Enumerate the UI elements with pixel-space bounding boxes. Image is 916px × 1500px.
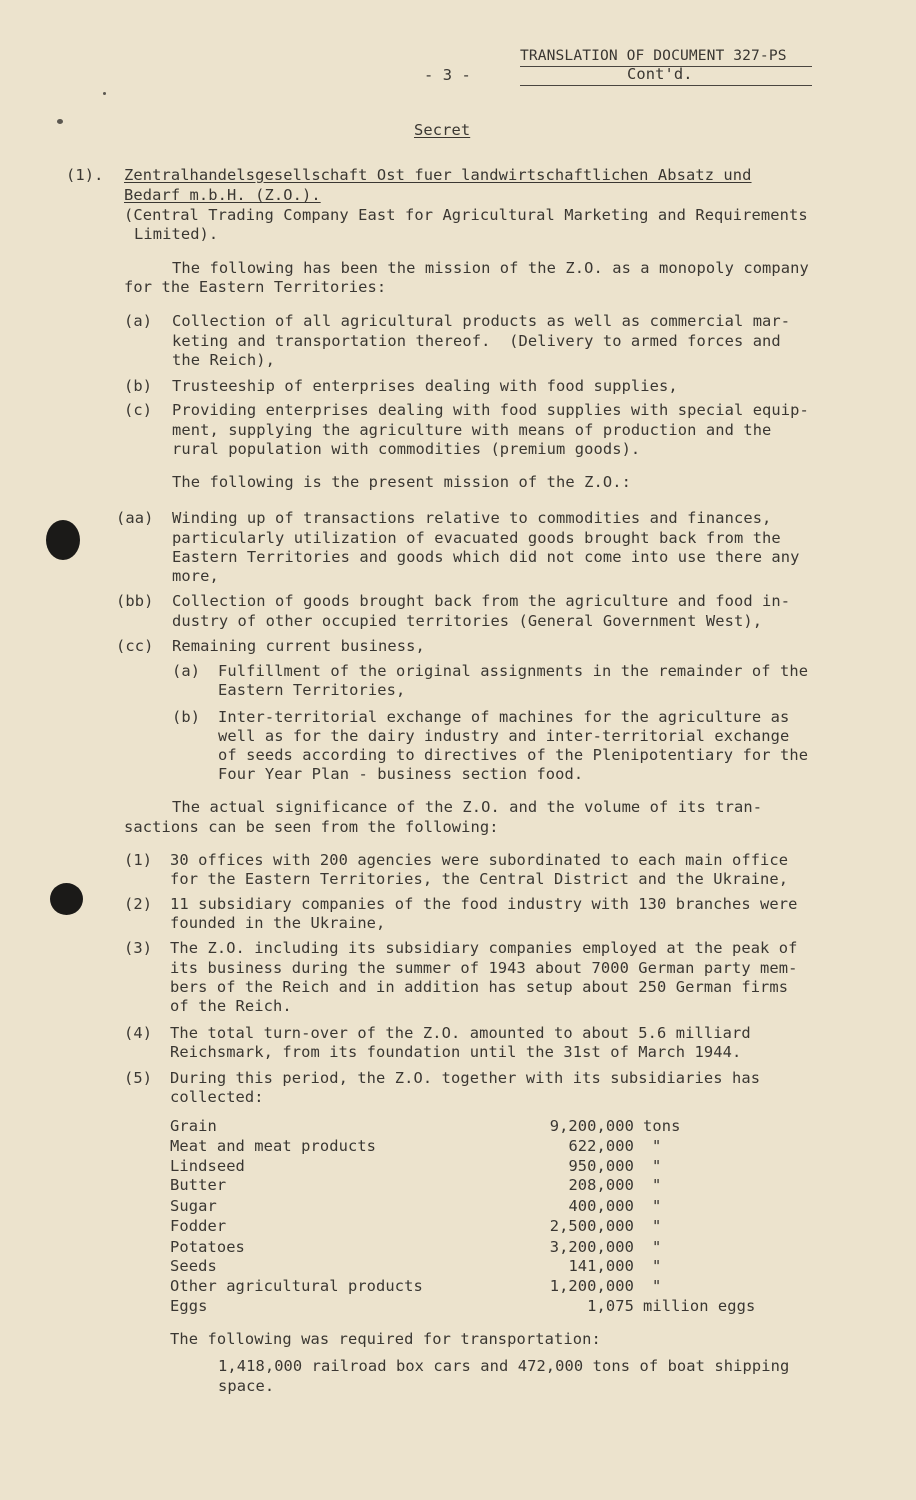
mission-item-label: (b) [124, 377, 153, 395]
fact-label: (4) [124, 1024, 153, 1042]
mission-item-text: ment, supplying the agriculture with means of production and the [172, 421, 772, 439]
fact-text: 11 subsidiary companies of the food industry with 130 branches were [170, 895, 798, 913]
subitem-text: of seeds according to directives of the Plenipotentiary for the [218, 746, 809, 764]
present-item-label: (cc) [116, 637, 154, 655]
table-row-item: Butter [170, 1176, 227, 1194]
table-row-amount: 208,000 [568, 1176, 634, 1194]
table-row-item: Seeds [170, 1257, 217, 1275]
fact-label: (5) [124, 1069, 153, 1087]
fact-text: collected: [170, 1088, 264, 1106]
fact-text: of the Reich. [170, 997, 292, 1015]
german-company-name-line1: Zentralhandelsgesellschaft Ost fuer landwirtschaftlichen Absatz und [124, 166, 752, 184]
mission-item-text: Providing enterprises dealing with food supplies with special equip- [172, 401, 809, 419]
table-row-unit: " [652, 1157, 662, 1175]
significance-intro-line2: sactions can be seen from the following: [124, 818, 499, 836]
fact-label: (2) [124, 895, 153, 913]
fact-text: for the Eastern Territories, the Central District and the Ukraine, [170, 870, 789, 888]
present-item-text: Collection of goods brought back from the agriculture and food in- [172, 592, 791, 610]
mission-intro-line2: for the Eastern Territories: [124, 278, 387, 296]
german-company-name-line2: Bedarf m.b.H. (Z.O.). [124, 186, 321, 204]
significance-intro-line1: The actual significance of the Z.O. and the volume of its tran- [172, 798, 763, 816]
subitem-text: Eastern Territories, [218, 681, 406, 699]
table-row-unit: " [652, 1277, 662, 1295]
punch-hole-bottom [50, 883, 83, 915]
table-row-item: Potatoes [170, 1238, 245, 1256]
present-mission-intro: The following is the present mission of the Z.O.: [172, 473, 631, 491]
present-item-text: Remaining current business, [172, 637, 425, 655]
ink-speck [57, 119, 63, 124]
mission-item-text: rural population with commodities (premium goods). [172, 440, 641, 458]
table-row-amount: 622,000 [568, 1137, 634, 1155]
mission-item-label: (c) [124, 401, 153, 419]
table-row-item: Other agricultural products [170, 1277, 423, 1295]
table-row-unit: " [652, 1197, 662, 1215]
subitem-text: Inter-territorial exchange of machines for the agriculture as [218, 708, 790, 726]
subitem-text: Fulfillment of the original assignments in the remainder of the [218, 662, 809, 680]
table-row-amount: 1,075 [587, 1297, 634, 1315]
fact-text: founded in the Ukraine, [170, 914, 386, 932]
page-number: - 3 - [424, 66, 471, 84]
present-item-text: dustry of other occupied territories (General Government West), [172, 612, 763, 630]
table-row-unit: " [652, 1238, 662, 1256]
table-row-item: Lindseed [170, 1157, 245, 1175]
table-row-item: Grain [170, 1117, 217, 1135]
table-row-amount: 3,200,000 [549, 1238, 634, 1256]
subitem-text: Four Year Plan - business section food. [218, 765, 584, 783]
mission-item-text: Trusteeship of enterprises dealing with food supplies, [172, 377, 678, 395]
fact-label: (3) [124, 939, 153, 957]
fact-text: 30 offices with 200 agencies were subordinated to each main office [170, 851, 789, 869]
table-row-amount: 950,000 [568, 1157, 634, 1175]
subitem-text: well as for the dairy industry and inter-territorial exchange [218, 727, 790, 745]
table-row-amount: 9,200,000 [549, 1117, 634, 1135]
table-row-item: Fodder [170, 1217, 227, 1235]
present-item-label: (aa) [116, 509, 154, 527]
fact-text: The total turn-over of the Z.O. amounted to about 5.6 milliard [170, 1024, 751, 1042]
table-row-amount: 400,000 [568, 1197, 634, 1215]
table-row-item: Sugar [170, 1197, 217, 1215]
present-item-text: Eastern Territories and goods which did not come into use there any [172, 548, 800, 566]
table-row-unit: tons [643, 1117, 681, 1135]
present-item-text: more, [172, 567, 219, 585]
table-row-unit: " [652, 1217, 662, 1235]
table-row-unit: " [652, 1137, 662, 1155]
classification-label: Secret [414, 121, 471, 139]
table-row-amount: 1,200,000 [549, 1277, 634, 1295]
table-row-item: Eggs [170, 1297, 208, 1315]
table-row-item: Meat and meat products [170, 1137, 377, 1155]
fact-text: During this period, the Z.O. together with its subsidiaries has [170, 1069, 761, 1087]
table-row-unit: " [652, 1257, 662, 1275]
transport-line2: space. [218, 1377, 275, 1395]
fact-label: (1) [124, 851, 153, 869]
document-title: TRANSLATION OF DOCUMENT 327-PS [520, 47, 787, 64]
mission-item-label: (a) [124, 312, 153, 330]
present-item-text: particularly utilization of evacuated goods brought back from the [172, 529, 781, 547]
header-rule-bottom [520, 85, 812, 86]
mission-item-text: Collection of all agricultural products as well as commercial mar- [172, 312, 791, 330]
fact-text: bers of the Reich and in addition has setup about 250 German firms [170, 978, 789, 996]
punch-hole-top [46, 520, 80, 560]
fact-text: The Z.O. including its subsidiary companies employed at the peak of [170, 939, 798, 957]
english-company-name-line2: Limited). [134, 225, 219, 243]
transport-line1: 1,418,000 railroad box cars and 472,000 tons of boat shipping [218, 1357, 790, 1375]
fact-text: Reichsmark, from its foundation until the 31st of March 1944. [170, 1043, 742, 1061]
ink-speck [103, 92, 106, 95]
continued-label: Cont'd. [627, 65, 693, 83]
table-row-unit: million eggs [643, 1297, 756, 1315]
fact-text: its business during the summer of 1943 about 7000 German party mem- [170, 959, 798, 977]
present-item-label: (bb) [116, 592, 154, 610]
mission-item-text: keting and transportation thereof. (Delivery to armed forces and [172, 332, 781, 350]
table-row-unit: " [652, 1176, 662, 1194]
subitem-label: (b) [172, 708, 201, 726]
present-item-text: Winding up of transactions relative to commodities and finances, [172, 509, 772, 527]
mission-intro-line1: The following has been the mission of the Z.O. as a monopoly company [172, 259, 809, 277]
subitem-label: (a) [172, 662, 201, 680]
transport-intro: The following was required for transportation: [170, 1330, 601, 1348]
section-number: (1). [66, 166, 104, 184]
table-row-amount: 2,500,000 [549, 1217, 634, 1235]
english-company-name-line1: (Central Trading Company East for Agricultural Marketing and Requirements [124, 206, 808, 224]
table-row-amount: 141,000 [568, 1257, 634, 1275]
mission-item-text: the Reich), [172, 351, 276, 369]
